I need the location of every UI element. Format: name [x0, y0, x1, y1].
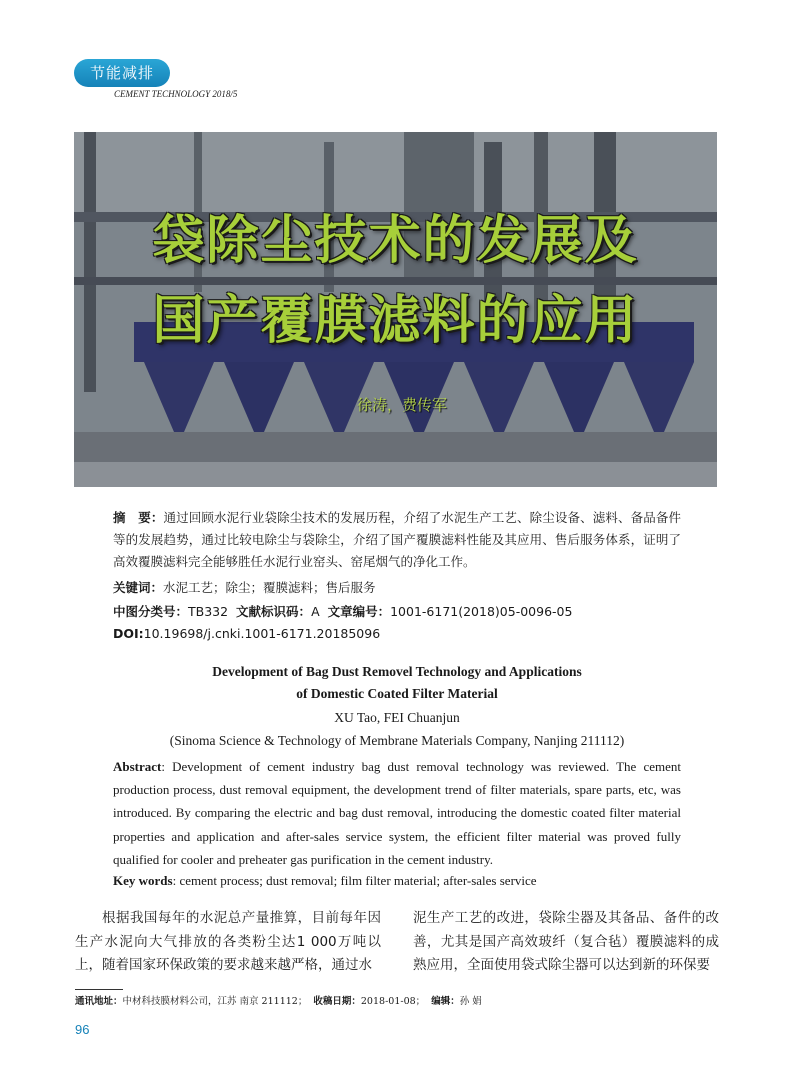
keywords-en-text: : cement process; dust removal; film filter material; after-sales service	[172, 873, 537, 888]
received-value: 2018-01-08；	[360, 996, 426, 1007]
abstract-en-label: Abstract	[113, 759, 162, 774]
address-label: 通讯地址：	[75, 996, 123, 1007]
doc-code-value: A	[311, 604, 320, 619]
editor-value: 孙 娟	[459, 996, 482, 1007]
address-value: 中材科技膜材料公司，江苏 南京 211112；	[122, 996, 308, 1007]
keywords-en-label: Key words	[113, 873, 173, 888]
keywords-cn-label: 关键词：	[113, 580, 164, 595]
page-number: 96	[75, 1022, 90, 1037]
doc-code-label: 文献标识码：	[236, 604, 312, 619]
en-title-line-2: of Domestic Coated Filter Material	[296, 686, 498, 701]
clc-label: 中图分类号：	[113, 604, 189, 619]
en-title-line-1: Development of Bag Dust Removel Technology and Applications	[212, 664, 582, 679]
doi-line	[113, 626, 380, 641]
article-no-value: 1001-6171(2018)05-0096-05	[390, 604, 573, 619]
body-right-column: 泥生产工艺的改进，袋除尘器及其备品、备件的改善，尤其是国产高效玻纤（复合毡）覆膜滤料的成熟应用，全面使用袋式除尘器可以达到新的环保要	[413, 910, 719, 973]
abstract-en-text: : Development of cement industry bag dust removal technology was reviewed. The cement production process, dust removal equipment, the development trend of filter materials, spare parts, etc, was introduced. By comparing the electric and bag dust removal, introducing the domestic coated filter material properties and application and after-sales service system, the efficient filter material was proved fully qualified for cooler and preheater gas purification in the cement industry.	[113, 759, 681, 867]
keywords-cn-text: 水泥工艺；除尘；覆膜滤料；售后服务	[163, 580, 376, 595]
title-line-2: 国产覆膜滤料的应用	[152, 291, 639, 351]
en-affiliation: (Sinoma Science & Technology of Membrane Materials Company, Nanjing 211112)	[169, 733, 625, 748]
doi-value: 10.19698/j.cnki.1001-6171.20185096	[143, 626, 381, 641]
doi-label: DOI:	[113, 626, 144, 641]
editor-label: 编辑：	[431, 996, 460, 1007]
received-label: 收稿日期：	[313, 996, 361, 1007]
abstract-cn-label: 摘 要：	[113, 510, 164, 525]
footnote	[75, 993, 482, 1007]
keywords-cn	[113, 578, 376, 596]
journal-header: CEMENT TECHNOLOGY 2018/5	[114, 89, 238, 99]
en-authors: XU Tao, FEI Chuanjun	[334, 710, 460, 725]
abstract-en	[113, 755, 681, 871]
hero-image	[74, 132, 717, 487]
article-no-label: 文章编号：	[327, 604, 391, 619]
keywords-en	[113, 873, 537, 889]
clc-value: TB332	[188, 604, 229, 619]
title-line-1: 袋除尘技术的发展及	[152, 211, 639, 271]
abstract-cn-text: 通过回顾水泥行业袋除尘技术的发展历程，介绍了水泥生产工艺、除尘设备、滤料、备品备件等的发展趋势，通过比较电除尘与袋除尘，介绍了国产覆膜滤料性能及其应用、售后服务体系，证明了高效覆膜滤料完全能够胜任水泥行业窑头、窑尾烟气的净化工作。	[113, 510, 681, 569]
body-left-column: 根据我国每年的水泥总产量推算，目前每年因生产水泥向大气排放的各类粉尘达1 000万吨以上，随着国家环保政策的要求越来越严格，通过水	[75, 910, 381, 973]
abstract-cn	[113, 507, 681, 573]
authors-cn: 徐涛，费传军	[357, 396, 448, 414]
footnote-rule	[75, 989, 123, 990]
section-tag: 节能减排	[74, 59, 170, 87]
classification-line	[113, 602, 572, 620]
